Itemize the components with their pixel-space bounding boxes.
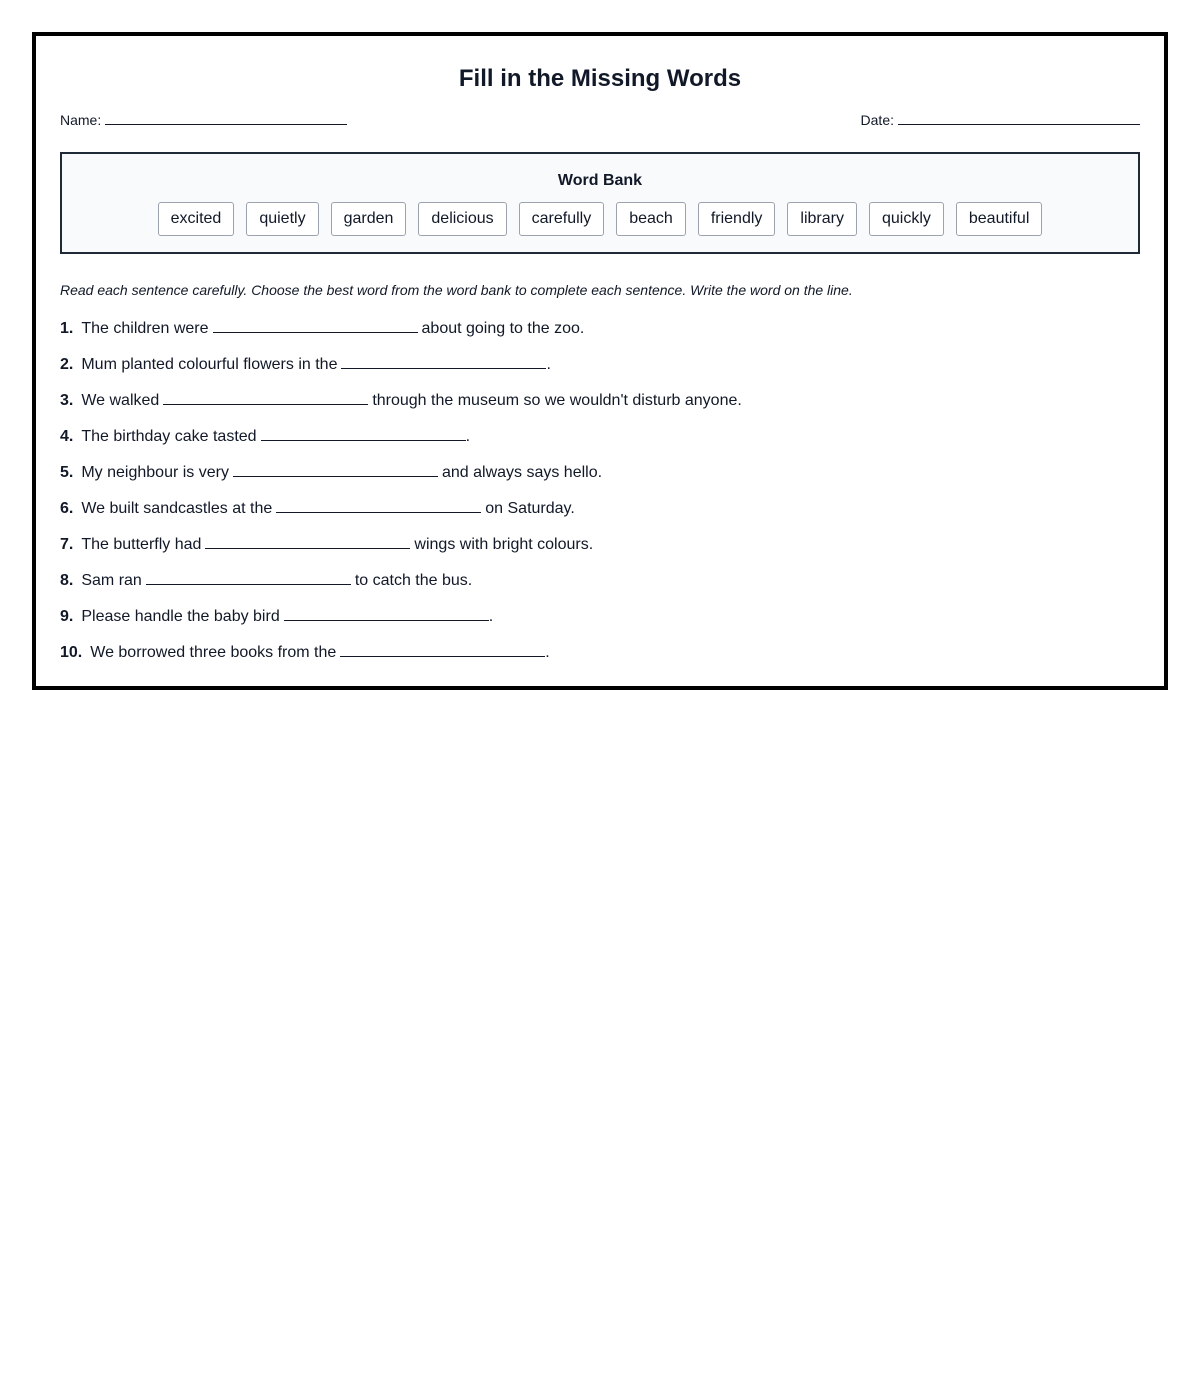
question-text-before: Sam ran [81, 572, 142, 589]
instructions: Read each sentence carefully. Choose the best word from the word bank to complete each sentence. Write the word on the line. [60, 282, 853, 298]
question-number: 6. [60, 500, 74, 517]
question-text-after: . [488, 608, 494, 625]
question-text-after: about going to the zoo. [421, 320, 585, 337]
worksheet [32, 32, 1168, 690]
question-number: 7. [60, 536, 74, 553]
question-text-after: to catch the bus. [354, 572, 473, 589]
question-text-after: . [465, 428, 471, 445]
word-bank [60, 152, 1140, 254]
question-text-after: . [545, 644, 550, 661]
question-item [60, 496, 1140, 532]
answer-blank[interactable] [261, 424, 466, 441]
word-chip: garden [331, 202, 407, 236]
name-field[interactable] [60, 110, 347, 129]
question-item [60, 352, 1140, 388]
question-number: 4. [60, 428, 74, 445]
question-text-after: and always says hello. [441, 464, 603, 481]
answer-blank[interactable] [340, 640, 545, 657]
word-chip: carefully [519, 202, 605, 236]
question-number: 8. [60, 572, 74, 589]
question-text-before: Mum planted colourful flowers in the [81, 356, 338, 373]
word-chip: excited [158, 202, 235, 236]
question-item [60, 424, 1140, 460]
date-label: Date: [860, 112, 894, 128]
date-field[interactable] [861, 110, 1140, 129]
question-number: 2. [60, 356, 74, 373]
question-text-before: Please handle the baby bird [81, 608, 280, 625]
date-line[interactable] [898, 110, 1140, 125]
question-number: 1. [60, 320, 74, 337]
question-item [60, 568, 1140, 604]
question-list [60, 316, 1140, 676]
question-text-before: We built sandcastles at the [81, 500, 273, 517]
question-text-after: wings with bright colours. [414, 536, 594, 553]
question-text-after: on Saturday. [485, 500, 575, 517]
question-text-before: The children were [81, 320, 209, 337]
answer-blank[interactable] [213, 316, 418, 333]
name-label: Name: [60, 112, 102, 128]
answer-blank[interactable] [276, 496, 481, 513]
answer-blank[interactable] [146, 568, 351, 585]
question-number: 3. [60, 392, 74, 409]
question-text-before: The birthday cake tasted [81, 428, 257, 445]
question-text-after: through the museum so we wouldn't disturb anyone. [372, 392, 742, 409]
answer-blank[interactable] [205, 532, 410, 549]
question-item [60, 316, 1140, 352]
word-chip: delicious [418, 202, 506, 236]
question-item [60, 388, 1140, 424]
word-bank-title: Word Bank [557, 172, 643, 189]
word-chip: beach [616, 202, 686, 236]
word-chip: friendly [698, 202, 776, 236]
question-text-before: We walked [81, 392, 160, 409]
question-text-before: My neighbour is very [81, 464, 229, 481]
word-chip: quietly [246, 202, 318, 236]
question-text-before: The butterfly had [81, 536, 202, 553]
question-number: 10. [60, 644, 83, 661]
question-text-after: . [546, 356, 551, 373]
word-chip: beautiful [956, 202, 1043, 236]
question-number: 5. [60, 464, 74, 481]
question-item [60, 640, 1140, 676]
word-chip: library [787, 202, 857, 236]
word-chip: quickly [869, 202, 944, 236]
name-line[interactable] [105, 110, 347, 125]
question-item [60, 604, 1140, 640]
answer-blank[interactable] [233, 460, 438, 477]
question-number: 9. [60, 608, 74, 625]
answer-blank[interactable] [341, 352, 546, 369]
question-text-before: We borrowed three books from the [90, 644, 337, 661]
answer-blank[interactable] [284, 604, 489, 621]
word-list [62, 202, 1138, 236]
question-item [60, 532, 1140, 568]
worksheet-title: Fill in the Missing Words [458, 65, 742, 92]
answer-blank[interactable] [163, 388, 368, 405]
question-item [60, 460, 1140, 496]
